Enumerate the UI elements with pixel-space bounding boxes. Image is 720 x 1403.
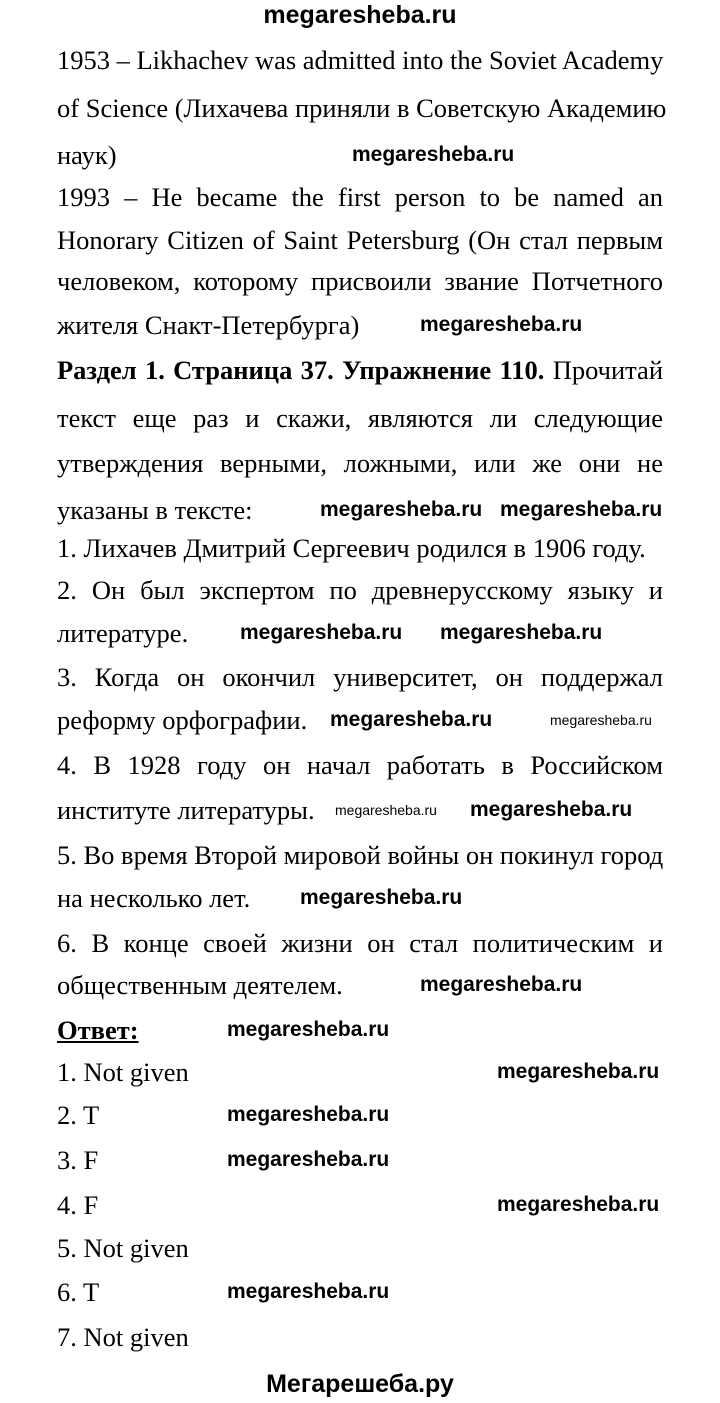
text-line: 1953 – Likhachev was admitted into the Soviet Academy (57, 45, 664, 75)
watermark: megaresheba.ru (352, 143, 515, 166)
statement-line: реформу орфографии. (57, 705, 308, 735)
text-line: наук) (57, 140, 117, 170)
text-line: Honorary Citizen of Saint Petersburg (Он стал первым (57, 225, 663, 255)
text-line: текст еще раз и скажи, являются ли следующие (57, 403, 663, 433)
site-header: megaresheba.ru (263, 1, 457, 29)
exercise-heading: Раздел 1. Страница 37. Упражнение 110. (57, 355, 545, 385)
watermark: megaresheba.ru (420, 973, 583, 996)
watermark: megaresheba.ru (440, 621, 603, 644)
answer-label: Ответ: (57, 1015, 139, 1045)
watermark: megaresheba.ru (320, 498, 483, 521)
statement-line: 4. В 1928 году он начал работать в Российском (57, 750, 663, 780)
statement-line: общественным деятелем. (57, 970, 343, 1000)
text-line: человеком, которому присвоили звание Потчетного (57, 266, 663, 296)
watermark: megaresheba.ru (227, 1018, 390, 1041)
watermark: megaresheba.ru (497, 1060, 660, 1083)
watermark: megaresheba.ru (420, 313, 583, 336)
watermark: megaresheba.ru (227, 1148, 390, 1171)
watermark: megaresheba.ru (500, 498, 663, 521)
watermark: megaresheba.ru (227, 1103, 390, 1126)
statement-line: институте литературы. (57, 795, 315, 825)
statement-line: на несколько лет. (57, 883, 251, 913)
statement-line: 1. Лихачев Дмитрий Сергеевич родился в 1906 году. (57, 533, 646, 563)
answer-item: 3. F (57, 1145, 99, 1175)
answer-item: 1. Not given (57, 1057, 189, 1087)
watermark: megaresheba.ru (497, 1193, 660, 1216)
answer-item: 6. T (57, 1277, 100, 1307)
answer-item: 5. Not given (57, 1233, 189, 1263)
watermark: megaresheba.ru (300, 886, 463, 909)
watermark: megaresheba.ru (335, 802, 437, 818)
text-line: of Science (Лихачева приняли в Советскую Академию (57, 93, 667, 123)
statement-line: 2. Он был экспертом по древнерусскому языку и (57, 575, 663, 605)
statement-line: 5. Во время Второй мировой войны он покинул город (57, 840, 664, 870)
site-footer: Мегарешеба.ру (266, 1370, 454, 1398)
text-line: 1993 – He became the first person to be named an (57, 182, 663, 212)
text-line: указаны в тексте: (57, 495, 253, 525)
statement-line: 6. В конце своей жизни он стал политическим и (57, 928, 663, 958)
watermark: megaresheba.ru (330, 708, 493, 731)
answer-item: 7. Not given (57, 1322, 189, 1352)
statement-line: литературе. (57, 618, 189, 648)
text-line: жителя Снакт-Петербурга) (57, 310, 360, 340)
text-line: Прочитай (544, 355, 663, 385)
text-line: утверждения верными, ложными, или же они не (57, 448, 663, 478)
watermark: megaresheba.ru (227, 1280, 390, 1303)
watermark: megaresheba.ru (240, 621, 403, 644)
answer-item: 2. T (57, 1100, 100, 1130)
watermark: megaresheba.ru (470, 798, 633, 821)
watermark: megaresheba.ru (550, 712, 652, 728)
exercise-heading-line (57, 353, 663, 387)
answer-item: 4. F (57, 1190, 99, 1220)
statement-line: 3. Когда он окончил университет, он поддержал (57, 662, 663, 692)
